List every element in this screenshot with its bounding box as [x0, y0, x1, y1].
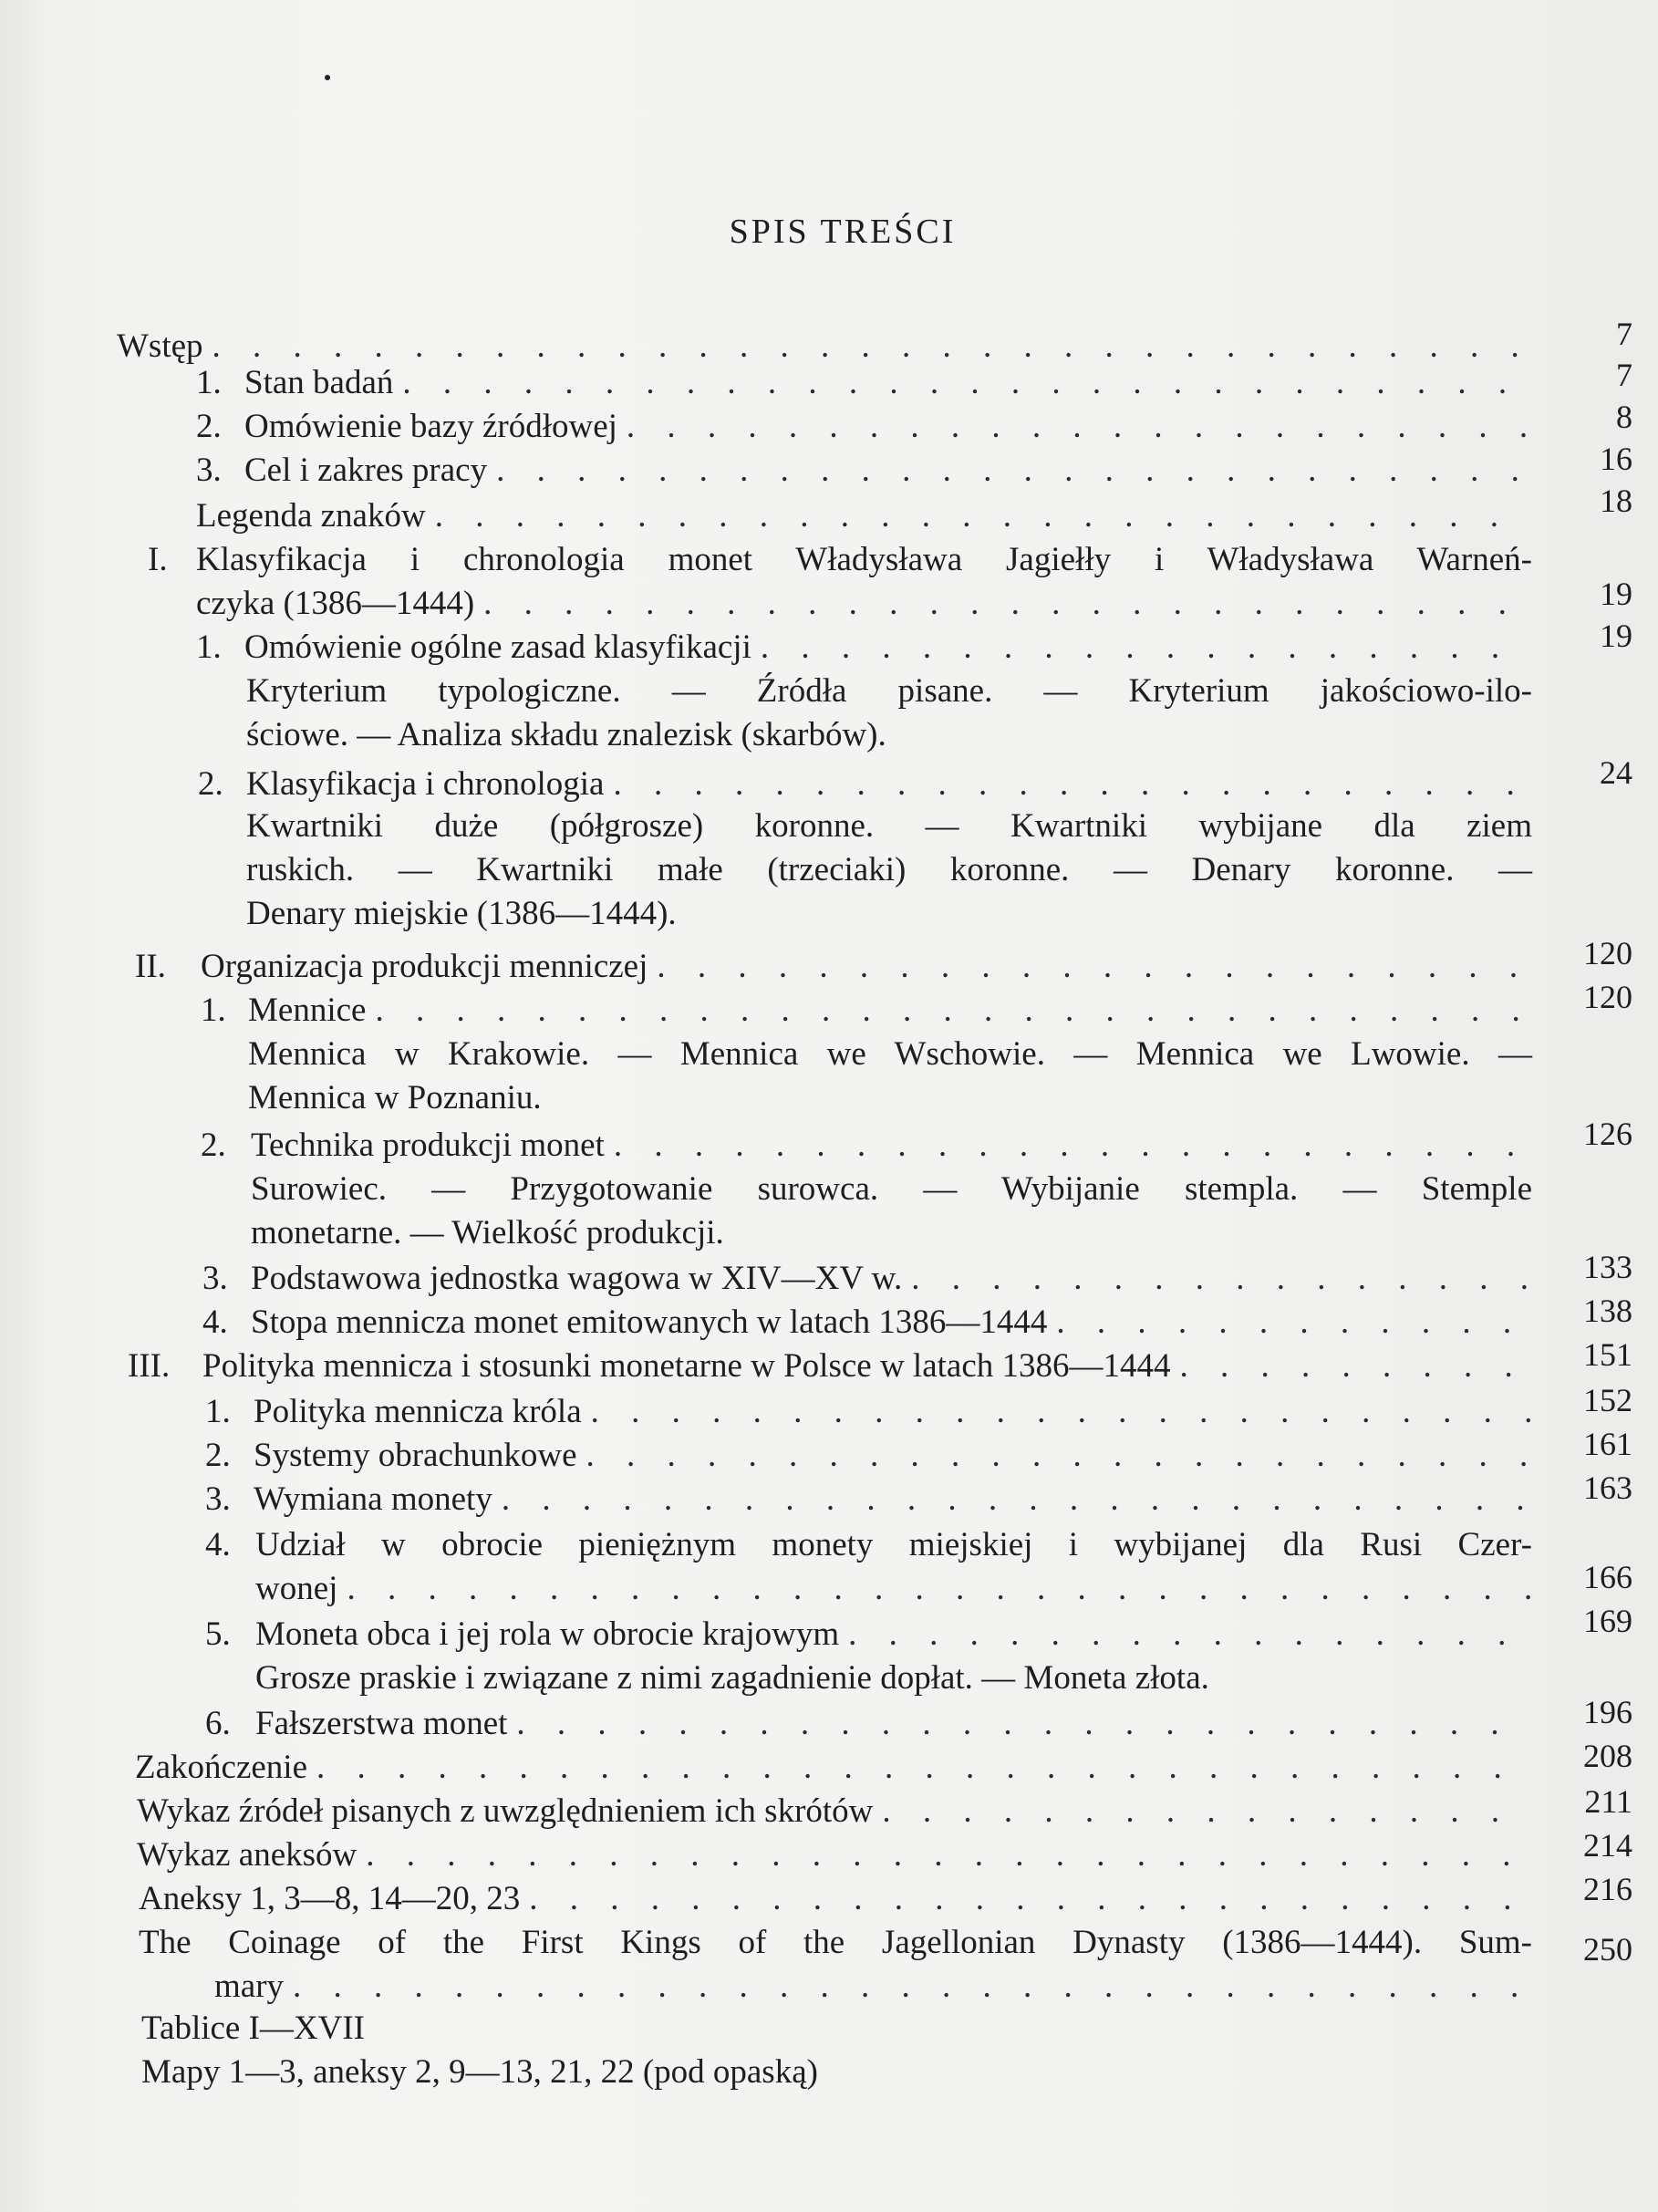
toc-line: [137, 1791, 1532, 1835]
toc-entry-text: Aneksy 1, 3—8, 14—20, 23: [139, 1880, 521, 1917]
toc-line: [205, 1525, 1532, 1569]
toc-line: [251, 1169, 1532, 1213]
dot-leader: [375, 991, 1532, 1030]
toc-entry-text: Fałszerstwa monet: [255, 1705, 508, 1742]
toc-line: [196, 628, 1532, 671]
toc-entry-text: Legenda znaków: [196, 497, 426, 535]
dot-leader: [627, 407, 1532, 446]
toc-page-number: 163: [1583, 1469, 1632, 1506]
dot-leader: [212, 327, 1532, 366]
toc-line: [139, 1923, 1532, 1967]
dot-leader: [882, 1791, 1532, 1831]
toc-entry-text: wonej: [255, 1570, 338, 1607]
dot-leader: [591, 1392, 1532, 1431]
toc-entry-number: 3.: [202, 1260, 228, 1297]
toc-entry-text: Zakończenie: [135, 1749, 307, 1786]
dot-leader: [1056, 1303, 1532, 1342]
toc-entry-number: II.: [135, 948, 166, 985]
toc-line: [205, 1615, 1532, 1658]
toc-line: [135, 947, 1532, 991]
toc-entry-number: 2.: [196, 408, 222, 445]
toc-entry-text: Technika produkcji monet: [251, 1127, 605, 1164]
toc-entry-text: Kryterium typologiczne. — Źródła pisane. — Kryterium jakościowo-ilo-: [246, 672, 1532, 710]
toc-line: [205, 1704, 1532, 1748]
toc-entry-text: Mennice: [248, 992, 367, 1029]
toc-entry-text: Polityka mennicza i stosunki monetarne w Polsce w latach 1386—1444: [202, 1347, 1171, 1385]
dot-leader: [496, 451, 1532, 490]
toc-page-number: 208: [1583, 1738, 1632, 1774]
dot-leader: [848, 1615, 1532, 1654]
toc-entry-text: Kwartniki duże (półgrosze) koronne. — Kwartniki wybijane dla ziem: [246, 807, 1532, 845]
toc-entry-text: Mennica w Poznaniu.: [248, 1079, 542, 1116]
toc-page-number: 161: [1583, 1426, 1632, 1462]
toc-entry-number: 1.: [201, 992, 226, 1029]
toc-page-number: 120: [1583, 935, 1632, 971]
toc-entry-text: Wykaz źródeł pisanych z uwzględnieniem ich skrótów: [137, 1792, 874, 1830]
toc-entry-number: 1.: [205, 1393, 231, 1430]
dot-leader: [435, 496, 1532, 535]
toc-page-number: 211: [1584, 1783, 1632, 1820]
toc-line: [202, 1303, 1532, 1346]
toc-page-number: 24: [1600, 754, 1632, 791]
toc-entry-text: Stopa mennicza monet emitowanych w latach 1386—1444: [251, 1303, 1048, 1341]
toc-line: [201, 1126, 1532, 1169]
toc-page-number: 216: [1583, 1871, 1632, 1907]
toc-line: [137, 1835, 1532, 1879]
toc-line: [205, 1436, 1532, 1480]
toc-page-number: 152: [1583, 1382, 1632, 1418]
toc-entry-number: 3.: [205, 1480, 231, 1518]
toc-entry-text: ściowe. — Analiza składu znalezisk (skarbów).: [246, 716, 886, 753]
toc-entry-text: Tablice I—XVII: [141, 2009, 365, 2047]
toc-entry-number: 2.: [205, 1437, 231, 1474]
toc-entry-text: The Coinage of the First Kings of the Jagellonian Dynasty (1386—1444). Sum-: [139, 1924, 1532, 1961]
toc-line: [246, 671, 1532, 715]
toc-entry-text: Udział w obrocie pieniężnym monety miejskiej i wybijanej dla Rusi Czer-: [255, 1526, 1532, 1563]
dot-leader: [502, 1480, 1532, 1519]
toc-line: [248, 1078, 1496, 1122]
toc-entry-text: Omówienie ogólne zasad klasyfikacji: [244, 628, 751, 666]
toc-entry-text: Organizacja produkcji menniczej: [201, 948, 648, 985]
toc-line: [255, 1658, 1496, 1702]
toc-line: [196, 451, 1532, 494]
dot-leader: [911, 1259, 1532, 1298]
toc-line: [205, 1392, 1532, 1436]
toc-line: [196, 407, 1532, 451]
ink-speck: [325, 75, 330, 80]
toc-entry-number: 5.: [205, 1615, 231, 1653]
toc-line: [255, 1569, 1532, 1613]
toc-entry-number: 1.: [196, 628, 222, 666]
toc-line: [128, 1346, 1532, 1390]
toc-page-number: 166: [1583, 1559, 1632, 1595]
toc-entry-text: Wstęp: [117, 327, 203, 365]
toc-entry-text: Surowiec. — Przygotowanie surowca. — Wybijanie stempla. — Stemple: [251, 1170, 1532, 1208]
toc-page-number: 120: [1583, 979, 1632, 1015]
toc-line: [202, 1259, 1532, 1303]
toc-page-number: 250: [1583, 1931, 1632, 1968]
toc-entry-text: Stan badań: [244, 364, 394, 401]
dot-leader: [657, 947, 1532, 986]
toc-entry-text: Klasyfikacja i chronologia: [246, 765, 605, 803]
toc-page-number: 169: [1583, 1603, 1632, 1639]
dot-leader: [293, 1967, 1532, 2006]
toc-line: [246, 715, 1496, 759]
toc-entry-number: 4.: [205, 1526, 231, 1563]
toc-entry-number: I.: [148, 541, 168, 578]
toc-line: [246, 850, 1532, 894]
toc-line: [196, 496, 1532, 540]
toc-entry-text: Wymiana monety: [254, 1480, 492, 1518]
toc-entry-text: ruskich. — Kwartniki małe (trzeciaki) koronne. — Denary koronne. —: [246, 851, 1532, 888]
dot-leader: [613, 764, 1532, 804]
toc-entry-text: Mennica w Krakowie. — Mennica we Wschowie. — Mennica we Lwowie. —: [248, 1035, 1532, 1073]
toc-page-number: 16: [1600, 441, 1632, 477]
toc-entry-number: 4.: [202, 1303, 228, 1341]
toc-entry-text: Moneta obca i jej rola w obrocie krajowym: [255, 1615, 840, 1653]
toc-page-number: 7: [1616, 357, 1632, 393]
toc-page-number: 19: [1600, 576, 1632, 612]
toc-line: [135, 1748, 1532, 1791]
toc-line: [139, 1879, 1532, 1923]
toc-page-number: 151: [1583, 1336, 1632, 1373]
toc-line: [214, 1967, 1532, 2010]
toc-entry-text: Denary miejskie (1386—1444).: [246, 895, 677, 932]
toc-page-number: 138: [1583, 1293, 1632, 1329]
toc-page-number: 196: [1583, 1694, 1632, 1730]
toc-entry-text: Klasyfikacja i chronologia monet Władysława Jagiełły i Władysława Warneń-: [196, 541, 1532, 578]
toc-entry-number: 2.: [201, 1127, 226, 1164]
toc-line: [196, 363, 1532, 407]
toc-entry-number: 3.: [196, 452, 222, 489]
dot-leader: [483, 584, 1532, 623]
toc-entry-text: czyka (1386—1444): [196, 585, 475, 622]
toc-line: [246, 806, 1532, 850]
toc-entry-text: Mapy 1—3, aneksy 2, 9—13, 21, 22 (pod opaską): [141, 2053, 818, 2091]
toc-line: [248, 1034, 1532, 1078]
toc-page-number: 8: [1616, 399, 1632, 435]
toc-page-number: 19: [1600, 618, 1632, 654]
toc-entry-number: III.: [128, 1347, 171, 1385]
toc-entry-text: Cel i zakres pracy: [244, 452, 488, 489]
toc-page-number: 214: [1583, 1827, 1632, 1864]
toc-line: [148, 540, 1532, 584]
toc-line: [198, 764, 1532, 808]
toc-entry-number: 6.: [205, 1705, 231, 1742]
toc-line: [141, 2052, 1496, 2096]
toc-entry-number: 1.: [196, 364, 222, 401]
toc-line: [246, 894, 1496, 938]
toc-entry-text: Systemy obrachunkowe: [254, 1437, 577, 1474]
toc-line: [251, 1213, 1496, 1257]
dot-leader: [614, 1126, 1532, 1165]
toc-line: [201, 991, 1532, 1034]
toc-entry-text: Podstawowa jednostka wagowa w XIV—XV w.: [251, 1260, 903, 1297]
toc-page-number: 133: [1583, 1249, 1632, 1285]
dot-leader: [1180, 1346, 1533, 1386]
toc-entry-text: monetarne. — Wielkość produkcji.: [251, 1214, 724, 1251]
dot-leader: [347, 1569, 1532, 1608]
dot-leader: [761, 628, 1532, 667]
toc-line: [205, 1480, 1532, 1523]
toc-entry-text: Wykaz aneksów: [137, 1836, 358, 1874]
toc-page-number: 7: [1616, 316, 1632, 352]
toc-page-number: 126: [1583, 1116, 1632, 1152]
toc-entry-text: mary: [214, 1968, 285, 2005]
toc-entry-text: Grosze praskie i związane z nimi zagadnienie dopłat. — Moneta złota.: [255, 1659, 1209, 1697]
toc-line: [196, 584, 1532, 628]
toc-entry-number: 2.: [198, 765, 223, 803]
dot-leader: [366, 1835, 1532, 1874]
toc-line: [141, 2009, 1496, 2052]
toc-entry-text: Omówienie bazy źródłowej: [244, 408, 617, 445]
toc-entry-text: Polityka mennicza króla: [254, 1393, 582, 1430]
dot-leader: [586, 1436, 1532, 1475]
dot-leader: [529, 1879, 1532, 1918]
toc-page-number: 18: [1600, 483, 1632, 519]
dot-leader: [316, 1748, 1532, 1787]
dot-leader: [516, 1704, 1532, 1743]
page-title: SPIS TREŚCI: [729, 213, 957, 251]
dot-leader: [402, 363, 1532, 402]
